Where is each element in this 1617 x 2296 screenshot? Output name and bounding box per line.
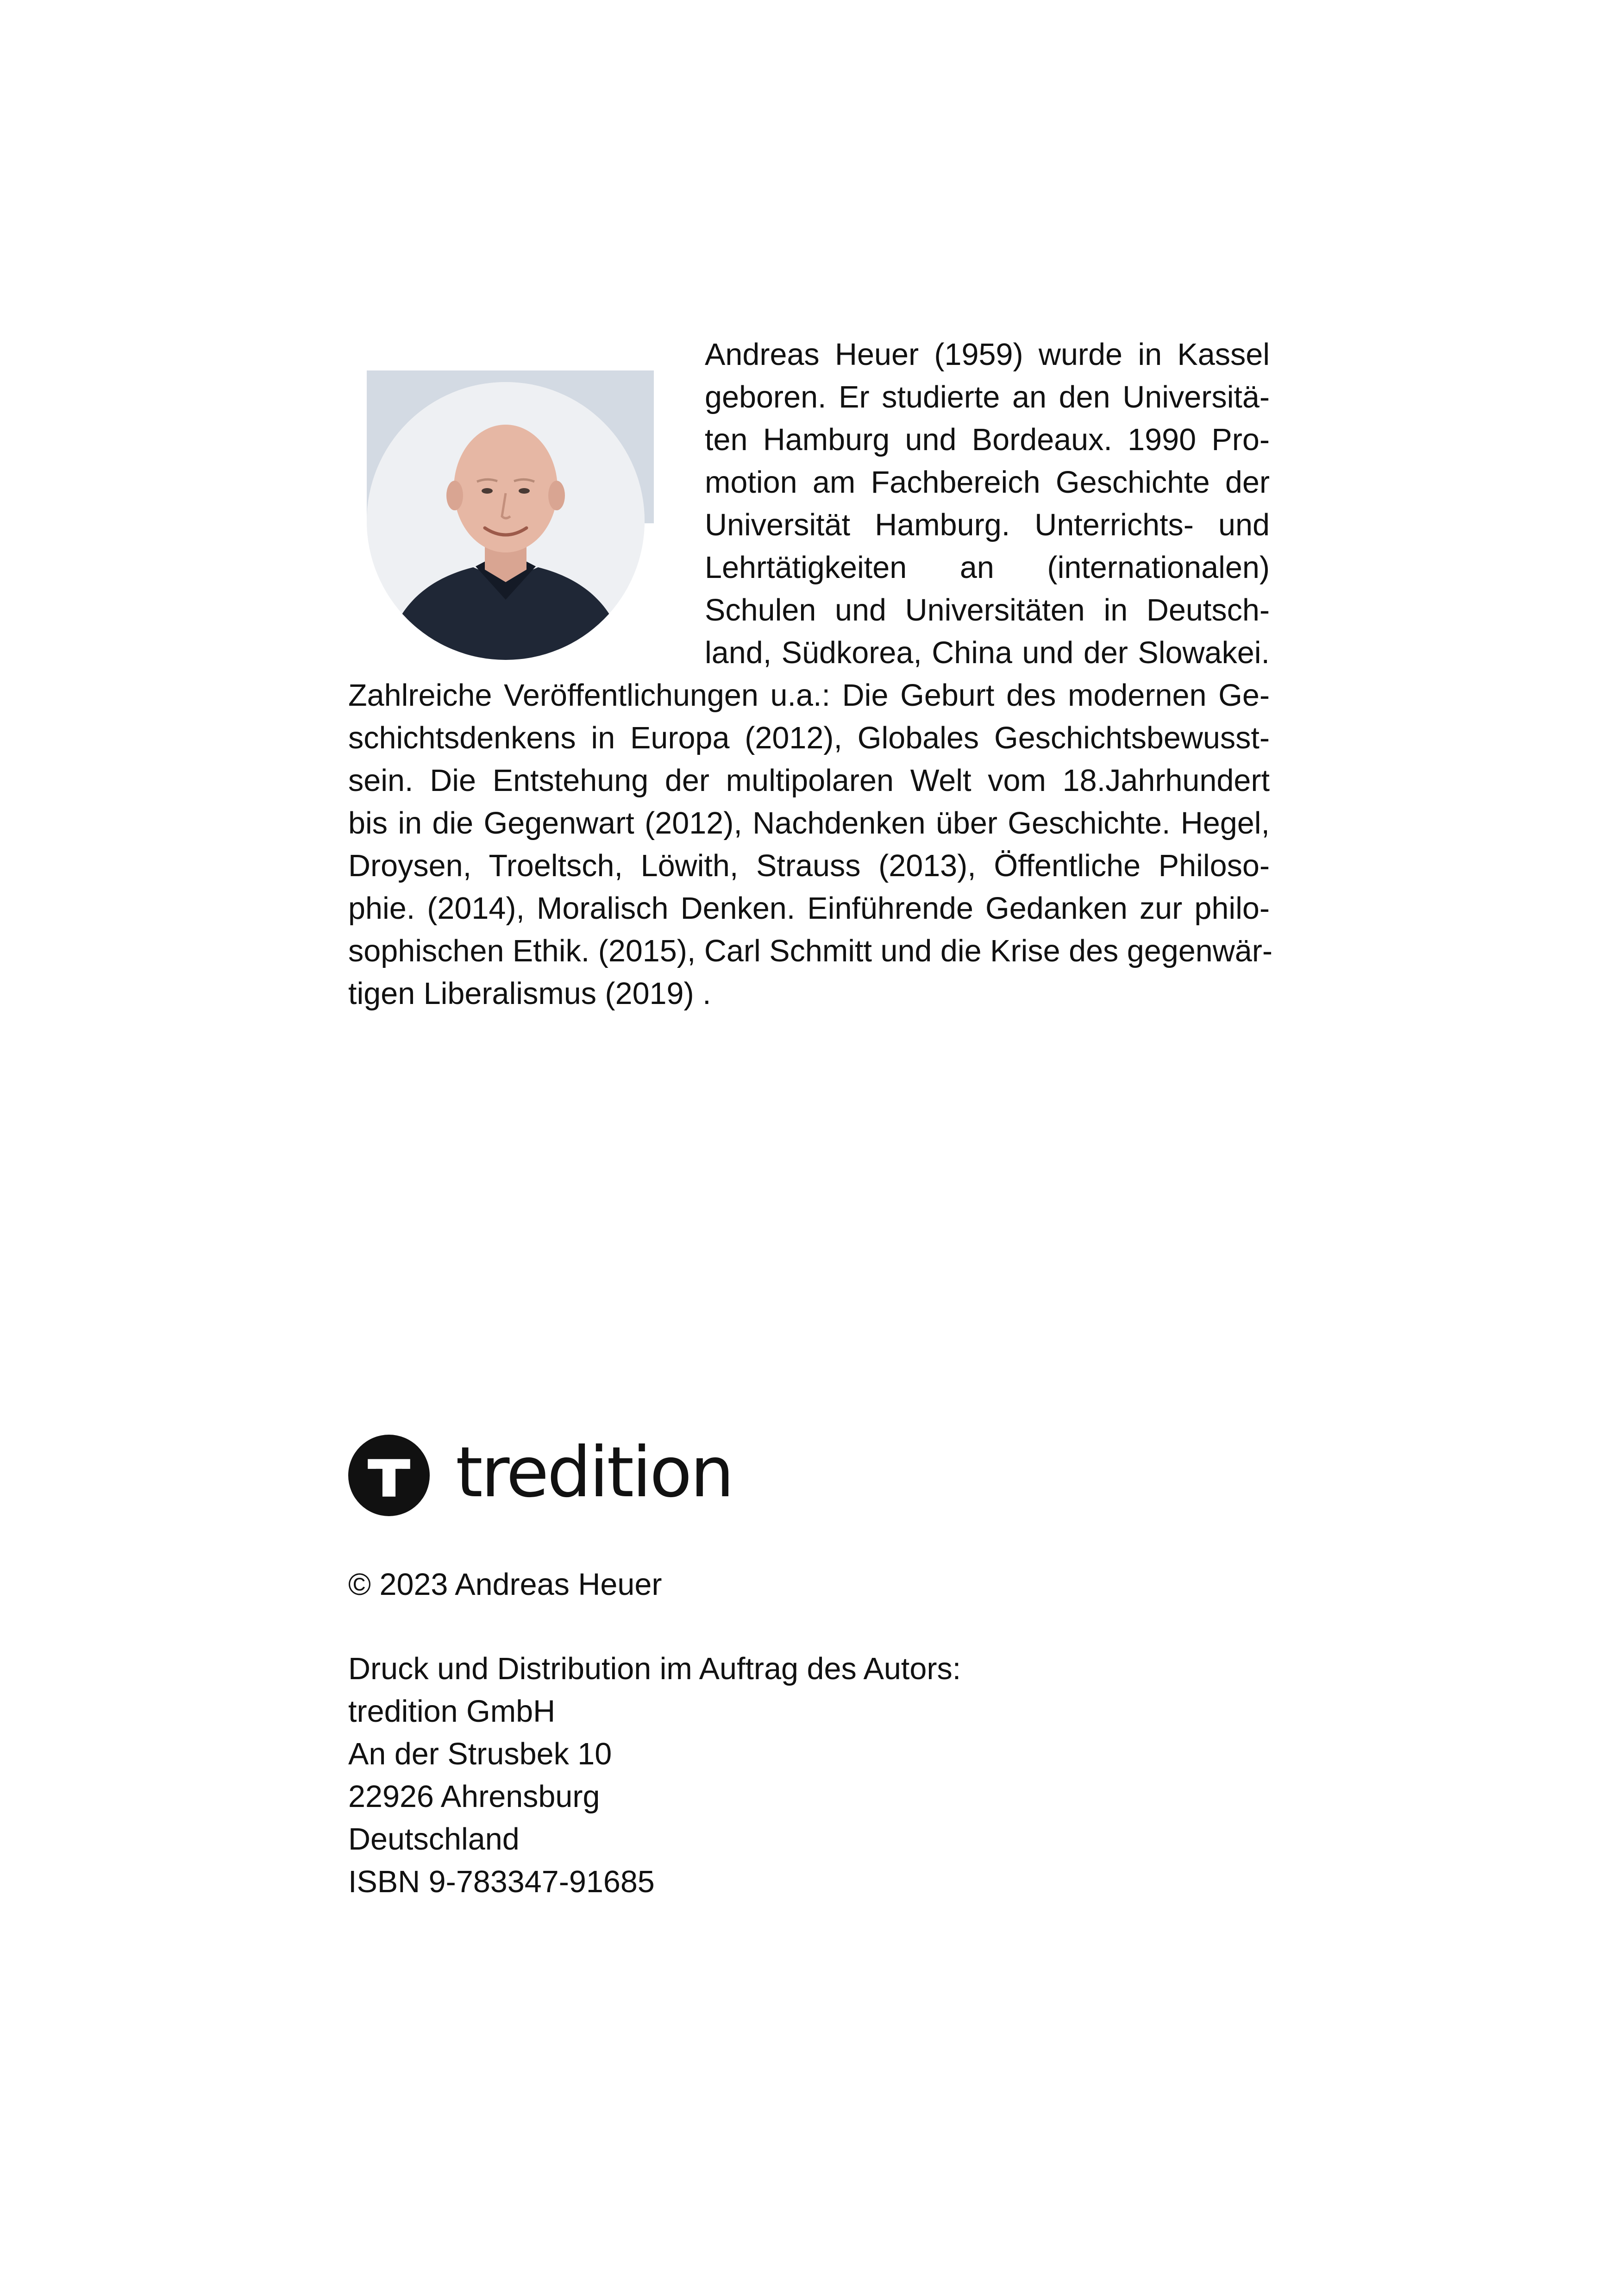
bio-line: land, Südkorea, China und der Slowakei. — [705, 636, 1270, 670]
bio-line: Schulen und Universitäten in Deutsch- — [705, 593, 1270, 627]
bio-line: Universität Hamburg. Unterrichts- und — [705, 508, 1270, 542]
bio-line: sein. Die Entstehung der multipolaren Welt vom 18.Jahrhundert — [348, 764, 1270, 798]
publisher-logo — [348, 1434, 733, 1517]
street-address: An der Strusbek 10 — [348, 1737, 612, 1771]
postal-city: 22926 Ahrensburg — [348, 1780, 600, 1814]
bio-line: Zahlreiche Veröffentlichungen u.a.: Die Geburt des modernen Ge- — [348, 678, 1270, 713]
company-name: tredition GmbH — [348, 1694, 556, 1729]
bio-line: Andreas Heuer (1959) wurde in Kassel — [705, 338, 1270, 372]
bio-line: ten Hamburg und Bordeaux. 1990 Pro- — [705, 423, 1270, 457]
bio-line: phie. (2014), Moralisch Denken. Einführende Gedanken zur philo- — [348, 891, 1270, 926]
imprint-address — [348, 1648, 1367, 1903]
country: Deutschland — [348, 1822, 520, 1857]
bio-line: Lehrtätigkeiten an (internationalen) — [705, 551, 1270, 585]
bio-line: schichtsdenkens in Europa (2012), Globales Geschichtsbewusst- — [348, 721, 1270, 755]
bio-line: Droysen, Troeltsch, Löwith, Strauss (2013), Öffentliche Philoso- — [348, 849, 1270, 883]
bio-line: bis in die Gegenwart (2012), Nachdenken über Geschichte. Hegel, — [348, 806, 1270, 841]
author-bio — [348, 333, 1273, 1015]
isbn: ISBN 9-783347-91685 — [348, 1865, 655, 1899]
bio-line: geboren. Er studierte an den Universitä- — [705, 380, 1270, 414]
bio-indented-paragraph — [705, 333, 1270, 674]
publisher-name: tredition — [456, 1432, 733, 1513]
copyright-notice: © 2023 Andreas Heuer — [348, 1568, 662, 1602]
bio-line: sophischen Ethik. (2015), Carl Schmitt und die Krise des gegenwär- — [348, 934, 1273, 968]
distribution-note: Druck und Distribution im Auftrag des Autors: — [348, 1652, 961, 1686]
tredition-logo-icon — [348, 1435, 430, 1516]
copyright-block — [348, 1563, 1367, 1606]
bio-line: motion am Fachbereich Geschichte der — [705, 465, 1270, 500]
bio-line: tigen Liberalismus (2019) . — [348, 977, 711, 1011]
